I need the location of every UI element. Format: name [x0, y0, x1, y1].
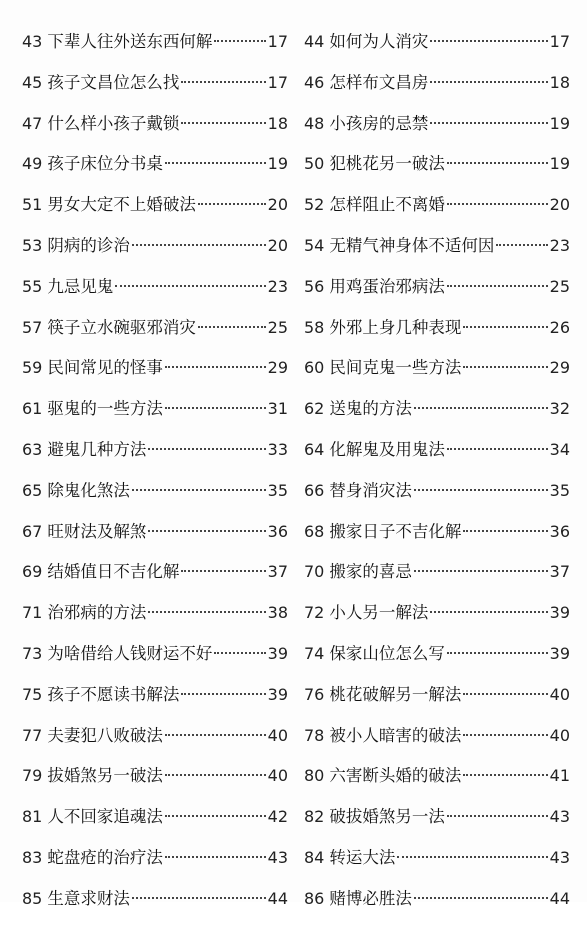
toc-entry: [304, 69, 570, 110]
entry-page-number: 25: [549, 276, 570, 296]
toc-entry: [22, 273, 288, 314]
toc-entry: [304, 354, 570, 395]
dot-leader: [165, 856, 266, 858]
dot-leader: [463, 530, 547, 532]
dot-leader: [447, 162, 548, 164]
toc-entry: [22, 28, 288, 69]
toc-entry: [22, 150, 288, 191]
entry-number: 52: [304, 195, 325, 215]
entry-page-number: 40: [267, 725, 288, 745]
dot-leader: [463, 774, 547, 776]
entry-page-number: 31: [267, 399, 288, 419]
entry-number: 77: [22, 725, 43, 745]
entry-title: 被小人暗害的破法: [329, 725, 462, 745]
dot-leader: [414, 897, 548, 899]
entry-number: 60: [304, 358, 325, 378]
dot-leader: [165, 815, 266, 817]
entry-title: 下辈人往外送东西何解: [47, 32, 213, 51]
entry-number: 82: [304, 807, 325, 827]
entry-page-number: 43: [549, 807, 570, 827]
dot-leader: [397, 856, 547, 858]
entry-title: 破拔婚煞另一法: [329, 807, 445, 827]
entry-page-number: 26: [549, 317, 570, 337]
entry-title: 替身消灾法: [329, 480, 412, 500]
toc-entry: [22, 69, 288, 110]
entry-title: 用鸡蛋治邪病法: [329, 276, 445, 296]
entry-number: 79: [22, 766, 43, 786]
entry-page-number: 44: [267, 888, 288, 908]
dot-leader: [198, 203, 266, 205]
toc-entry: [22, 477, 288, 518]
toc-entry: [22, 395, 288, 436]
entry-number: 85: [22, 888, 43, 908]
entry-title: 孩子不愿读书解法: [47, 684, 180, 704]
dot-leader: [165, 774, 266, 776]
entry-number: 67: [22, 521, 43, 541]
dot-leader: [181, 693, 265, 695]
toc-entry: [22, 762, 288, 803]
entry-title: 怎样布文昌房: [329, 72, 429, 92]
entry-page-number: 40: [267, 766, 288, 786]
toc-entry: [22, 599, 288, 640]
entry-number: 81: [22, 807, 43, 827]
entry-page-number: 23: [267, 276, 288, 296]
entry-page-number: 37: [267, 562, 288, 582]
entry-title: 男女大定不上婚破法: [47, 195, 196, 215]
toc-entry: [304, 885, 570, 926]
toc-entry: [22, 110, 288, 151]
dot-leader: [165, 407, 266, 409]
entry-title: 怎样阻止不离婚: [329, 195, 445, 215]
dot-leader: [181, 570, 265, 572]
entry-number: 53: [22, 235, 43, 255]
entry-title: 保家山位怎么写: [329, 643, 445, 663]
entry-title: 阴病的诊治: [47, 235, 130, 255]
dot-leader: [463, 366, 547, 368]
entry-number: 75: [22, 684, 43, 704]
toc-entry: [22, 844, 288, 885]
toc-entry: [304, 558, 570, 599]
entry-page-number: 19: [549, 113, 570, 133]
entry-title: 化解鬼及用鬼法: [329, 439, 445, 459]
toc-entry: [304, 273, 570, 314]
entry-title: 桃花破解另一解法: [329, 684, 462, 704]
entry-number: 68: [304, 521, 325, 541]
dot-leader: [430, 611, 547, 613]
entry-page-number: 19: [267, 154, 288, 174]
dot-leader: [447, 285, 548, 287]
toc-entry: [304, 436, 570, 477]
dot-leader: [447, 203, 548, 205]
toc-entry: [304, 395, 570, 436]
toc-entry: [304, 191, 570, 232]
entry-title: 拔婚煞另一破法: [47, 766, 163, 786]
toc-entry: [22, 803, 288, 844]
toc-entry: [22, 722, 288, 763]
toc-entry: [304, 640, 570, 681]
entry-page-number: 29: [267, 358, 288, 378]
entry-title: 蛇盘疮的治疗法: [47, 847, 163, 867]
entry-page-number: 18: [549, 72, 570, 92]
entry-title: 旺财法及解煞: [47, 521, 147, 541]
entry-number: 57: [22, 317, 43, 337]
entry-number: 64: [304, 439, 325, 459]
dot-leader: [165, 734, 266, 736]
toc-entry: [304, 28, 570, 69]
entry-title: 犯桃花另一破法: [329, 154, 445, 174]
entry-number: 50: [304, 154, 325, 174]
toc-entry: [22, 314, 288, 355]
entry-number: 70: [304, 562, 325, 582]
dot-leader: [447, 448, 548, 450]
entry-title: 九忌见鬼: [47, 276, 114, 296]
entry-page-number: 32: [549, 399, 570, 419]
entry-title: 孩子文昌位怎么找: [47, 72, 180, 92]
entry-number: 62: [304, 399, 325, 419]
dot-leader: [463, 693, 547, 695]
toc-entry: [22, 558, 288, 599]
table-of-contents: [22, 28, 570, 926]
dot-leader: [430, 81, 547, 83]
entry-title: 孩子床位分书桌: [47, 154, 163, 174]
entry-number: 84: [304, 847, 325, 867]
toc-entry: [304, 803, 570, 844]
entry-number: 73: [22, 643, 43, 663]
entry-title: 为啥借给人钱财运不好: [47, 643, 213, 663]
entry-number: 51: [22, 195, 43, 215]
entry-page-number: 41: [549, 766, 570, 786]
entry-page-number: 33: [267, 439, 288, 459]
entry-title: 治邪病的方法: [47, 603, 147, 623]
entry-title: 转运大法: [329, 847, 396, 867]
entry-page-number: 20: [267, 235, 288, 255]
toc-entry: [304, 110, 570, 151]
toc-entry: [22, 885, 288, 926]
dot-leader: [430, 40, 547, 42]
entry-title: 驱鬼的一些方法: [47, 399, 163, 419]
dot-leader: [132, 489, 266, 491]
entry-title: 赌博必胜法: [329, 888, 412, 908]
entry-number: 56: [304, 276, 325, 296]
toc-entry: [304, 681, 570, 722]
entry-number: 86: [304, 888, 325, 908]
toc-entry: [22, 640, 288, 681]
entry-number: 80: [304, 766, 325, 786]
entry-number: 54: [304, 235, 325, 255]
dot-leader: [414, 570, 548, 572]
entry-number: 44: [304, 32, 325, 51]
toc-entry: [304, 232, 570, 273]
entry-title: 小孩房的忌禁: [329, 113, 429, 133]
entry-title: 六害断头婚的破法: [329, 766, 462, 786]
entry-title: 生意求财法: [47, 888, 130, 908]
entry-title: 如何为人消灾: [329, 32, 429, 51]
entry-number: 66: [304, 480, 325, 500]
entry-title: 民间克鬼一些方法: [329, 358, 462, 378]
entry-title: 小人另一解法: [329, 603, 429, 623]
dot-leader: [414, 489, 548, 491]
entry-number: 76: [304, 684, 325, 704]
entry-number: 43: [22, 32, 43, 51]
entry-page-number: 38: [267, 603, 288, 623]
toc-entry: [304, 762, 570, 803]
dot-leader: [463, 326, 547, 328]
dot-leader: [430, 122, 547, 124]
entry-number: 83: [22, 847, 43, 867]
entry-number: 58: [304, 317, 325, 337]
entry-page-number: 39: [267, 643, 288, 663]
entry-title: 人不回家追魂法: [47, 807, 163, 827]
dot-leader: [148, 448, 265, 450]
dot-leader: [414, 407, 548, 409]
entry-page-number: 39: [267, 684, 288, 704]
toc-entry: [304, 844, 570, 885]
entry-page-number: 20: [549, 195, 570, 215]
entry-page-number: 19: [549, 154, 570, 174]
entry-title: 无精气神身体不适何因: [329, 235, 495, 255]
entry-number: 72: [304, 603, 325, 623]
entry-page-number: 35: [549, 480, 570, 500]
entry-page-number: 17: [267, 72, 288, 92]
dot-leader: [165, 366, 266, 368]
entry-page-number: 42: [267, 807, 288, 827]
entry-title: 送鬼的方法: [329, 399, 412, 419]
entry-number: 69: [22, 562, 43, 582]
entry-page-number: 29: [549, 358, 570, 378]
entry-title: 筷子立水碗驱邪消灾: [47, 317, 196, 337]
entry-number: 55: [22, 276, 43, 296]
entry-page-number: 39: [549, 603, 570, 623]
entry-page-number: 23: [549, 235, 570, 255]
dot-leader: [148, 530, 265, 532]
toc-entry: [304, 599, 570, 640]
toc-entry: [304, 518, 570, 559]
entry-title: 避鬼几种方法: [47, 439, 147, 459]
entry-number: 46: [304, 72, 325, 92]
entry-page-number: 37: [549, 562, 570, 582]
entry-number: 63: [22, 439, 43, 459]
entry-page-number: 40: [549, 725, 570, 745]
entry-page-number: 20: [267, 195, 288, 215]
entry-title: 搬家日子不吉化解: [329, 521, 462, 541]
dot-leader: [447, 652, 548, 654]
entry-number: 45: [22, 72, 43, 92]
dot-leader: [214, 652, 265, 654]
entry-page-number: 39: [549, 643, 570, 663]
entry-page-number: 43: [267, 847, 288, 867]
entry-number: 74: [304, 643, 325, 663]
toc-entry: [22, 354, 288, 395]
dot-leader: [181, 81, 265, 83]
toc-entry: [304, 722, 570, 763]
entry-title: 除鬼化煞法: [47, 480, 130, 500]
entry-page-number: 40: [549, 684, 570, 704]
toc-entry: [304, 477, 570, 518]
entry-page-number: 17: [267, 32, 288, 51]
entry-page-number: 36: [267, 521, 288, 541]
toc-entry: [22, 191, 288, 232]
toc-entry: [22, 436, 288, 477]
toc-entry: [22, 518, 288, 559]
entry-title: 夫妻犯八败破法: [47, 725, 163, 745]
entry-page-number: 18: [267, 113, 288, 133]
dot-leader: [214, 40, 265, 42]
entry-page-number: 44: [549, 888, 570, 908]
entry-page-number: 43: [549, 847, 570, 867]
dot-leader: [115, 285, 265, 287]
entry-number: 47: [22, 113, 43, 133]
entry-number: 61: [22, 399, 43, 419]
entry-number: 65: [22, 480, 43, 500]
entry-number: 59: [22, 358, 43, 378]
toc-entry: [22, 232, 288, 273]
dot-leader: [181, 122, 265, 124]
toc-entry: [304, 150, 570, 191]
entry-title: 结婚值日不吉化解: [47, 562, 180, 582]
entry-page-number: 17: [549, 32, 570, 51]
entry-number: 49: [22, 154, 43, 174]
toc-entry: [304, 314, 570, 355]
dot-leader: [165, 162, 266, 164]
dot-leader: [198, 326, 266, 328]
entry-page-number: 25: [267, 317, 288, 337]
entry-page-number: 34: [549, 439, 570, 459]
dot-leader: [447, 815, 548, 817]
toc-entry: [22, 681, 288, 722]
entry-title: 民间常见的怪事: [47, 358, 163, 378]
dot-leader: [132, 244, 266, 246]
entry-number: 71: [22, 603, 43, 623]
entry-page-number: 36: [549, 521, 570, 541]
dot-leader: [463, 734, 547, 736]
entry-number: 48: [304, 113, 325, 133]
entry-page-number: 35: [267, 480, 288, 500]
entry-title: 外邪上身几种表现: [329, 317, 462, 337]
entry-number: 78: [304, 725, 325, 745]
entry-title: 搬家的喜忌: [329, 562, 412, 582]
dot-leader: [148, 611, 265, 613]
entry-title: 什么样小孩子戴锁: [47, 113, 180, 133]
dot-leader: [496, 244, 547, 246]
dot-leader: [132, 897, 266, 899]
